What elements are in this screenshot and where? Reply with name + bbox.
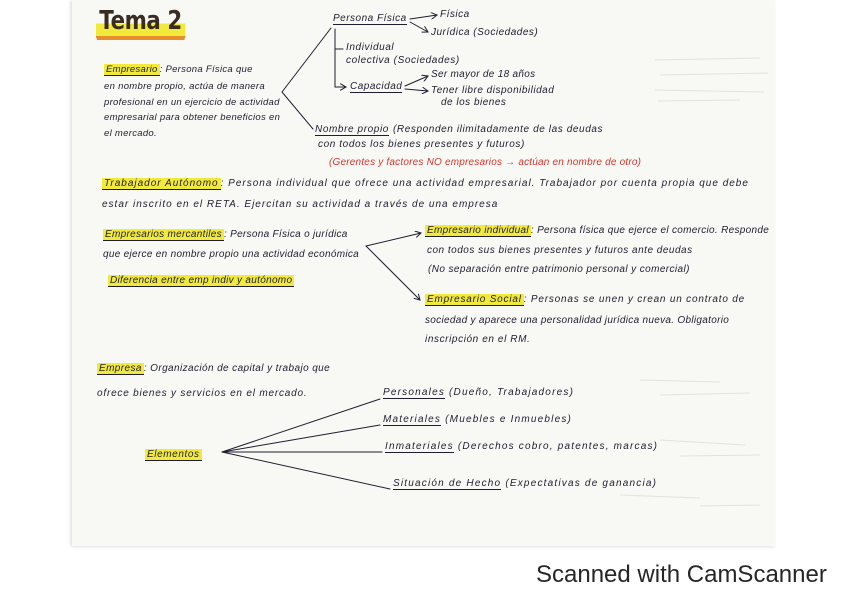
empresa-line-text: : Organización de capital y trabajo que xyxy=(143,363,331,374)
elemento-name: Inmateriales xyxy=(385,441,454,452)
social-def-line xyxy=(425,294,745,306)
empresario-individual-term: Empresario individual xyxy=(427,225,529,236)
elemento-item xyxy=(393,478,657,490)
mayor-edad-arrow xyxy=(405,76,428,86)
bleed-mark xyxy=(655,90,764,92)
bleed-mark xyxy=(620,495,700,498)
empresario-branch-down-line xyxy=(282,92,313,129)
empresario-branch-up-line xyxy=(282,28,331,92)
elemento-item xyxy=(383,387,574,399)
elemento-name: Personales xyxy=(383,387,446,398)
empresario-line xyxy=(104,64,253,76)
bleed-mark xyxy=(680,455,760,456)
empresario-line: el mercado. xyxy=(104,128,157,139)
trabajador-line: estar inscrito en el RETA. Ejercitan su actividad a través de una empresa xyxy=(102,199,499,210)
elementos-to-personales-line xyxy=(222,399,380,452)
persona-type-fisica: Física xyxy=(440,9,470,20)
bleed-mark xyxy=(640,380,720,382)
empresario-line: en nombre propio, actúa de manera xyxy=(104,81,265,92)
nombre-propio-text: (Responden ilimitadamente de las deudas xyxy=(392,124,604,135)
mercantiles-line xyxy=(103,229,348,241)
bleed-mark xyxy=(655,58,760,60)
persona-bracket-line xyxy=(335,29,346,87)
empresario-line-text: : Persona Física que xyxy=(159,64,253,75)
diferencia-note: Diferencia entre emp indiv y autónomo xyxy=(110,275,293,286)
mercantiles-to-individual-arrow xyxy=(366,233,421,246)
elemento-detail: (Expectativas de ganancia) xyxy=(505,478,658,489)
empresa-line: ofrece bienes y servicios en el mercado. xyxy=(97,388,308,399)
elementos-to-situacion-line xyxy=(222,452,390,489)
capacidad-requirement: Ser mayor de 18 años xyxy=(431,69,536,80)
persona-type-juridica: Jurídica (Sociedades) xyxy=(431,27,539,38)
empresa-line xyxy=(97,363,330,375)
empresario-line: empresarial para obtener beneficios en xyxy=(104,112,281,123)
disponibilidad-arrow xyxy=(405,89,428,91)
persona-label-line xyxy=(333,13,407,25)
diferencia-note-line xyxy=(108,275,294,287)
mercantiles-line: que ejerce en nombre propio una actividad económica xyxy=(103,249,360,260)
elemento-item xyxy=(383,414,572,426)
empresario-social-term: Empresario Social xyxy=(427,294,522,305)
elemento-name: Materiales xyxy=(383,414,442,425)
capacidad-requirement: Tener libre disponibilidad de los bienes xyxy=(431,85,555,108)
elementos-to-materiales-line xyxy=(222,425,380,452)
nombre-propio-line xyxy=(315,124,603,136)
elemento-detail: (Derechos cobro, patentes, marcas) xyxy=(457,441,659,452)
individual-def-line xyxy=(425,225,769,237)
capacidad-label: Capacidad xyxy=(350,81,403,92)
social-def-line: inscripción en el RM. xyxy=(425,334,531,345)
nombre-propio-line: con todos los bienes presentes y futuros) xyxy=(318,139,525,150)
individual-def-text: : Persona física que ejerce el comercio. Responde xyxy=(530,225,770,236)
individual-line: Individual xyxy=(346,42,395,53)
red-note: (Gerentes y factores NO empresarios → actúan en nombre de otro) xyxy=(329,157,642,168)
bleed-through-marks xyxy=(620,58,768,506)
bleed-mark xyxy=(658,100,740,101)
individual-def-line: (No separación entre patrimonio personal y comercial) xyxy=(428,264,690,275)
elementos-label: Elementos xyxy=(147,449,200,460)
capacidad-label-line xyxy=(350,81,402,93)
bleed-mark xyxy=(660,393,750,395)
camscanner-watermark: Scanned with CamScanner xyxy=(536,561,827,588)
elemento-item xyxy=(385,441,658,453)
juridica-arrow xyxy=(410,22,428,32)
bleed-mark xyxy=(660,73,768,75)
elementos-label-line xyxy=(145,449,202,461)
individual-def-line: con todos sus bienes presentes y futuros ante deudas xyxy=(427,245,693,256)
fisica-arrow xyxy=(410,15,437,19)
mercantiles-line-text: : Persona Física o jurídica xyxy=(223,229,348,240)
bleed-mark xyxy=(660,440,745,445)
persona-label: Persona Física xyxy=(333,13,407,24)
elemento-detail: (Muebles e Inmuebles) xyxy=(445,414,573,425)
mercantiles-to-social-arrow xyxy=(366,246,420,300)
social-def-text: : Personas se unen y crean un contrato de xyxy=(523,294,746,305)
empresario-line: profesional en un ejercicio de actividad xyxy=(104,97,280,108)
trabajador-autonomo-term: Trabajador Autónomo xyxy=(104,178,219,189)
colectiva-line: colectiva (Sociedades) xyxy=(346,55,460,66)
empresario-term: Empresario xyxy=(106,64,158,75)
social-def-line: sociedad y aparece una personalidad jurídica nueva. Obligatorio xyxy=(425,315,730,326)
empresarios-mercantiles-term: Empresarios mercantiles xyxy=(105,229,222,240)
nombre-propio-term: Nombre propio xyxy=(315,124,389,135)
empresa-term: Empresa xyxy=(99,363,142,374)
page-title: Tema 2 xyxy=(96,6,185,38)
elemento-name: Situación de Hecho xyxy=(393,478,502,489)
trabajador-line-text: : Persona individual que ofrece una actividad empresarial. Trabajador por cuenta propia que debe xyxy=(220,178,749,189)
elemento-detail: (Dueño, Trabajadores) xyxy=(449,387,575,398)
trabajador-line xyxy=(102,178,749,190)
bleed-mark xyxy=(700,505,760,506)
